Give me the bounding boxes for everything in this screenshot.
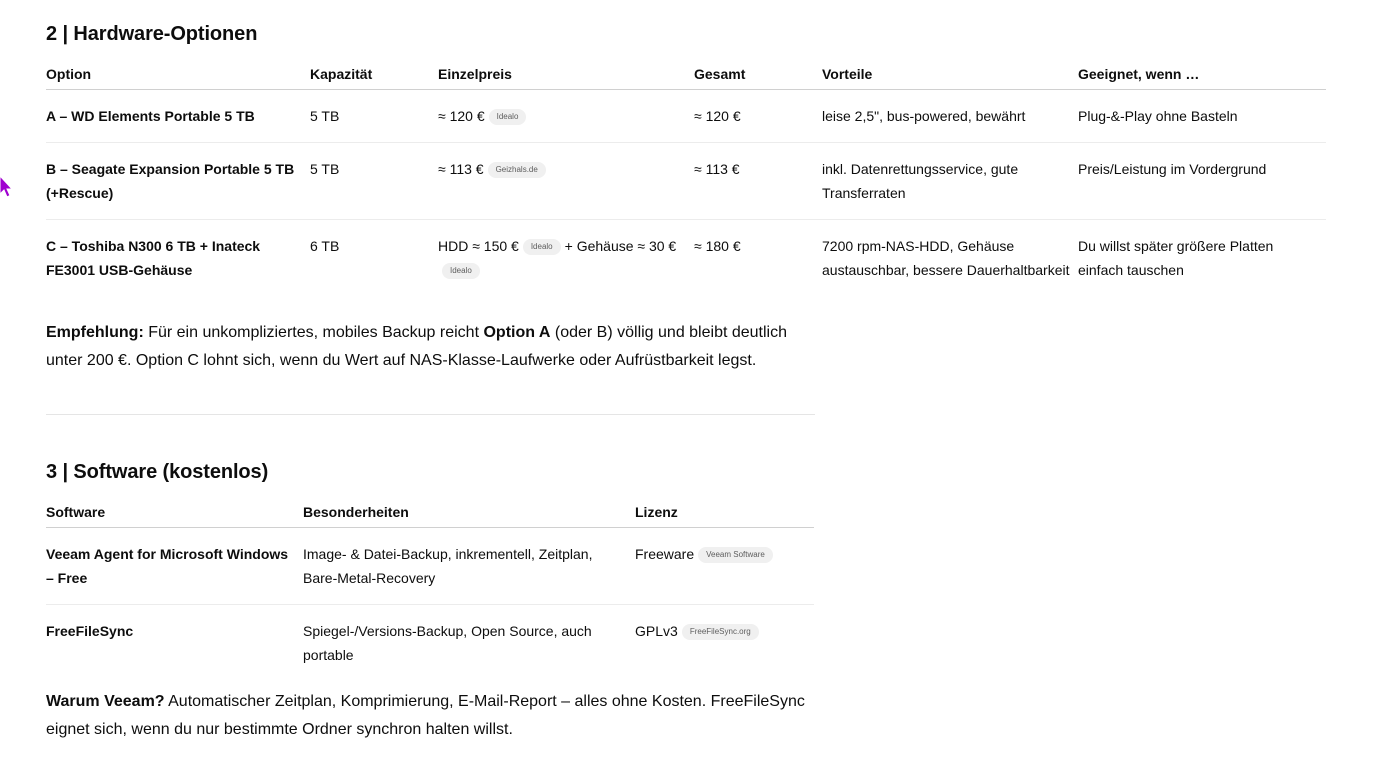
source-badge[interactable]: FreeFileSync.org xyxy=(682,624,759,640)
mouse-cursor-icon xyxy=(0,176,12,198)
recommendation-paragraph xyxy=(46,319,806,375)
hardware-section-title: 2 | Hardware-Optionen xyxy=(46,23,258,45)
recommendation-text: Für ein unkompliziertes, mobiles Backup reicht xyxy=(143,324,484,341)
hardware-table xyxy=(46,66,1326,296)
capacity-cell: 5 TB xyxy=(310,90,438,143)
license-text: Freeware xyxy=(635,546,695,562)
column-header-features: Besonderheiten xyxy=(303,504,635,528)
column-header-unit-price: Einzelpreis xyxy=(438,66,694,90)
recommendation-text: (oder B) völlig und bleibt deutlich unter 200 €. Option C lohnt sich, wenn du Wert auf NAS-Klasse-Laufwerke oder Aufrüstbarkeit legst. xyxy=(46,324,787,369)
total-cell: ≈ 113 € xyxy=(694,143,822,220)
option-cell: A – WD Elements Portable 5 TB xyxy=(46,90,310,143)
price-cell xyxy=(438,143,694,220)
column-header-suitable: Geeignet, wenn … xyxy=(1078,66,1326,90)
license-cell xyxy=(635,528,814,605)
option-cell: C – Toshiba N300 6 TB + Inateck FE3001 USB-Gehäuse xyxy=(46,238,261,278)
recommendation-highlight: Option A xyxy=(483,324,551,341)
software-section-title: 3 | Software (kostenlos) xyxy=(46,461,269,483)
software-name-cell: FreeFileSync xyxy=(46,623,134,639)
price-text: + Gehäuse ≈ 30 € xyxy=(564,238,677,254)
total-cell: ≈ 180 € xyxy=(694,238,741,254)
why-veeam-text: Automatischer Zeitplan, Komprimierung, E-Mail-Report – alles ohne Kosten. FreeFileSync eignet sich, wenn du nur bestimmte Ordner synchron halten willst. xyxy=(46,693,805,738)
total-cell: ≈ 120 € xyxy=(694,90,822,143)
price-text: HDD ≈ 150 € xyxy=(438,238,519,254)
license-text: GPLv3 xyxy=(635,623,678,639)
column-header-software: Software xyxy=(46,504,303,528)
table-row xyxy=(46,143,1326,220)
section-divider xyxy=(46,414,815,415)
advantages-cell: 7200 rpm-NAS-HDD, Gehäuse austauschbar, bessere Dauerhaltbarkeit xyxy=(822,238,1070,278)
table-row xyxy=(46,605,814,682)
source-badge[interactable]: Idealo xyxy=(442,263,480,279)
source-badge[interactable]: Idealo xyxy=(523,239,561,255)
price-cell xyxy=(438,90,694,143)
price-cell xyxy=(438,220,694,297)
advantages-cell: leise 2,5", bus-powered, bewährt xyxy=(822,90,1078,143)
features-cell: Spiegel-/Versions-Backup, Open Source, auch portable xyxy=(303,623,592,663)
column-header-advantages: Vorteile xyxy=(822,66,1078,90)
table-header-row xyxy=(46,66,1326,90)
why-veeam-label: Warum Veeam? xyxy=(46,693,165,710)
suitable-cell: Du willst später größere Platten einfach tauschen xyxy=(1078,238,1274,278)
column-header-capacity: Kapazität xyxy=(310,66,438,90)
table-row xyxy=(46,220,1326,297)
source-badge[interactable]: Veeam Software xyxy=(698,547,773,563)
option-cell: B – Seagate Expansion Portable 5 TB (+Rescue) xyxy=(46,143,310,220)
column-header-total: Gesamt xyxy=(694,66,822,90)
table-header-row xyxy=(46,504,814,528)
why-veeam-paragraph xyxy=(46,688,806,744)
table-row xyxy=(46,90,1326,143)
price-text: ≈ 120 € xyxy=(438,108,485,124)
software-name-cell: Veeam Agent for Microsoft Windows – Free xyxy=(46,528,303,605)
recommendation-label: Empfehlung: xyxy=(46,324,144,341)
price-text: ≈ 113 € xyxy=(438,161,484,177)
advantages-cell: inkl. Datenrettungsservice, gute Transferraten xyxy=(822,143,1078,220)
software-table xyxy=(46,504,814,681)
suitable-cell: Plug-&-Play ohne Basteln xyxy=(1078,90,1326,143)
column-header-license: Lizenz xyxy=(635,504,814,528)
table-row xyxy=(46,528,814,605)
suitable-cell: Preis/Leistung im Vordergrund xyxy=(1078,143,1326,220)
source-badge[interactable]: Idealo xyxy=(489,109,527,125)
license-cell xyxy=(635,605,814,682)
features-cell: Image- & Datei-Backup, inkrementell, Zeitplan, Bare-Metal-Recovery xyxy=(303,528,635,605)
capacity-cell: 5 TB xyxy=(310,143,438,220)
capacity-cell: 6 TB xyxy=(310,238,340,254)
column-header-option: Option xyxy=(46,66,310,90)
source-badge[interactable]: Geizhals.de xyxy=(488,162,546,178)
